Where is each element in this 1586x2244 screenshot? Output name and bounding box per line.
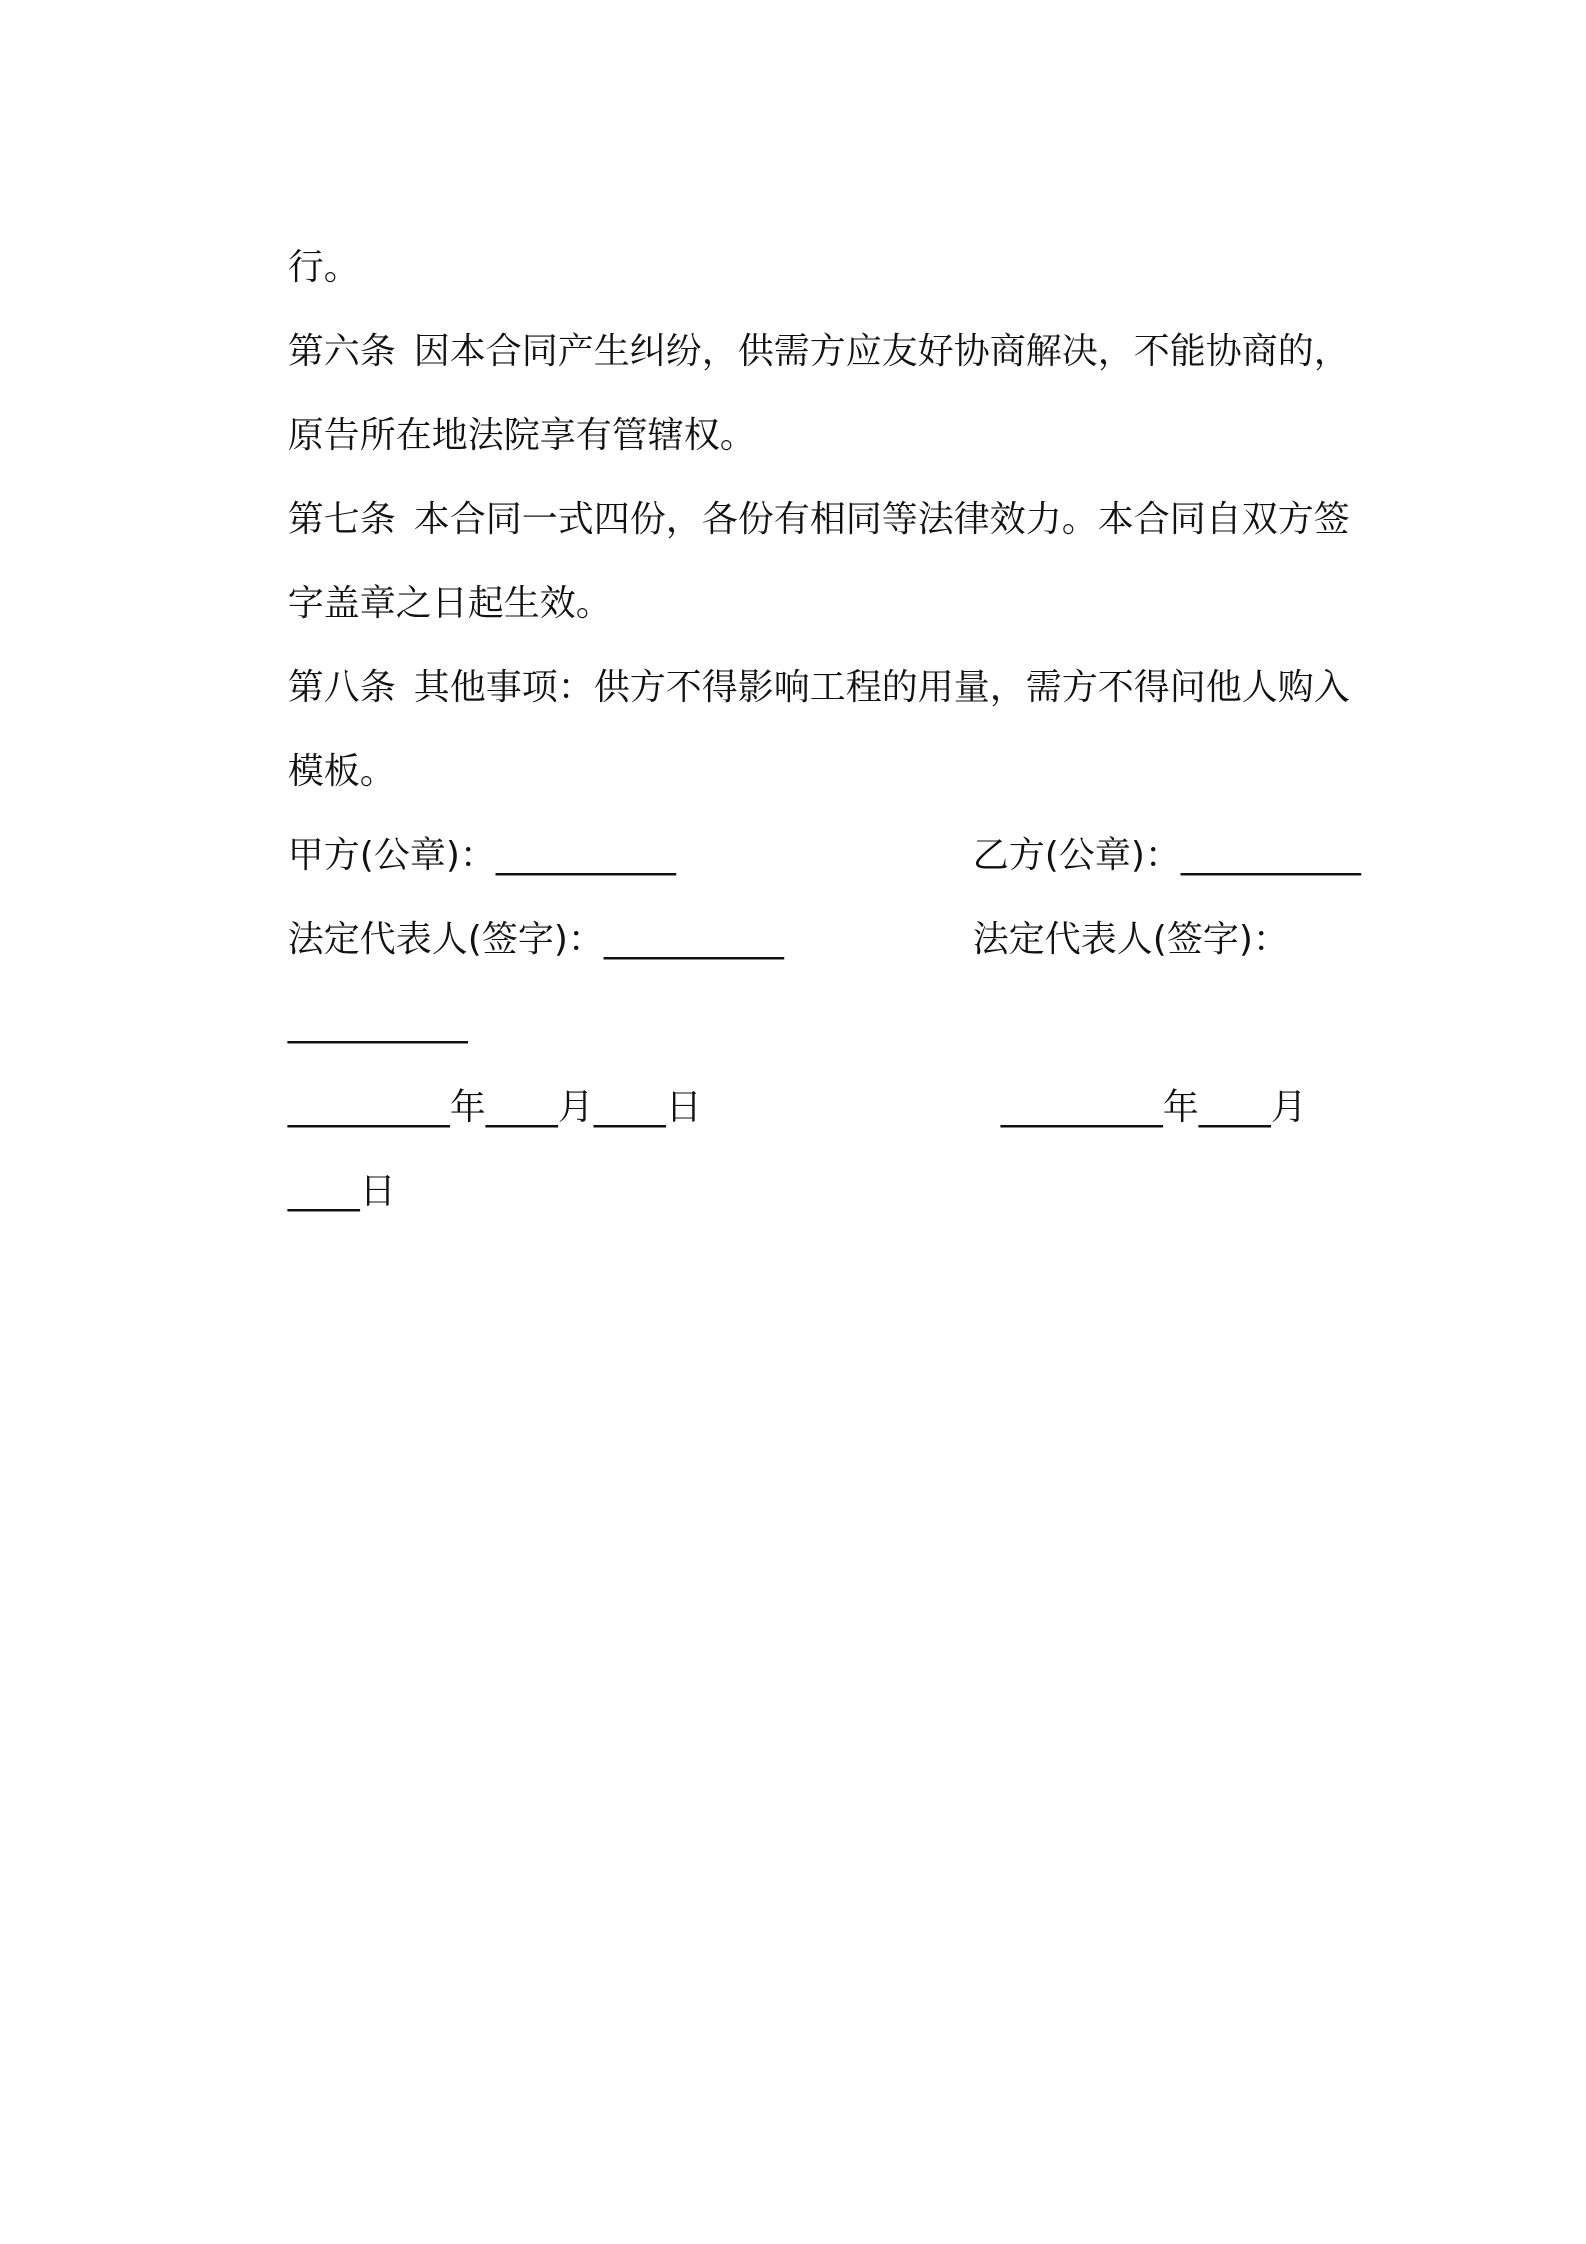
article-number: 第六条: [287, 331, 396, 372]
party-b-date-day-label: ____日: [287, 1171, 396, 1212]
party-b-date-day: [242, 1126, 396, 1258]
signature-blank: __________: [287, 1003, 468, 1044]
article-text: 其他事项：供方不得影响工程的用量，需方不得问他人购入: [413, 667, 1350, 708]
party-b-representative: [927, 874, 1289, 1006]
party-b-date-label: _________年____月: [1000, 1087, 1307, 1128]
party-a-rep-label: 法定代表人(签字)：__________: [287, 919, 784, 960]
paragraph-text: 行。: [287, 247, 360, 288]
article-number: 第八条: [287, 667, 396, 708]
article-text: 因本合同产生纠纷，供需方应友好协商解决，不能协商的，: [413, 331, 1350, 372]
article-text: 本合同一式四份，各份有相同等法律效力。本合同自双方签: [413, 499, 1350, 540]
article-text: 原告所在地法院享有管辖权。: [287, 415, 756, 456]
article-text: 字盖章之日起生效。: [287, 583, 612, 624]
party-a-date-label: _________年____月____日: [287, 1087, 702, 1128]
article-text: 模板。: [287, 751, 396, 792]
party-b-date: [955, 1042, 1307, 1174]
article-number: 第七条: [287, 499, 396, 540]
party-a-seal-label: 甲方(公章)：__________: [287, 835, 676, 876]
party-b-seal-label: 乙方(公章)：__________: [972, 835, 1361, 876]
article-8-line-1: [242, 622, 1350, 754]
party-b-rep-label: 法定代表人(签字)：: [972, 919, 1289, 960]
